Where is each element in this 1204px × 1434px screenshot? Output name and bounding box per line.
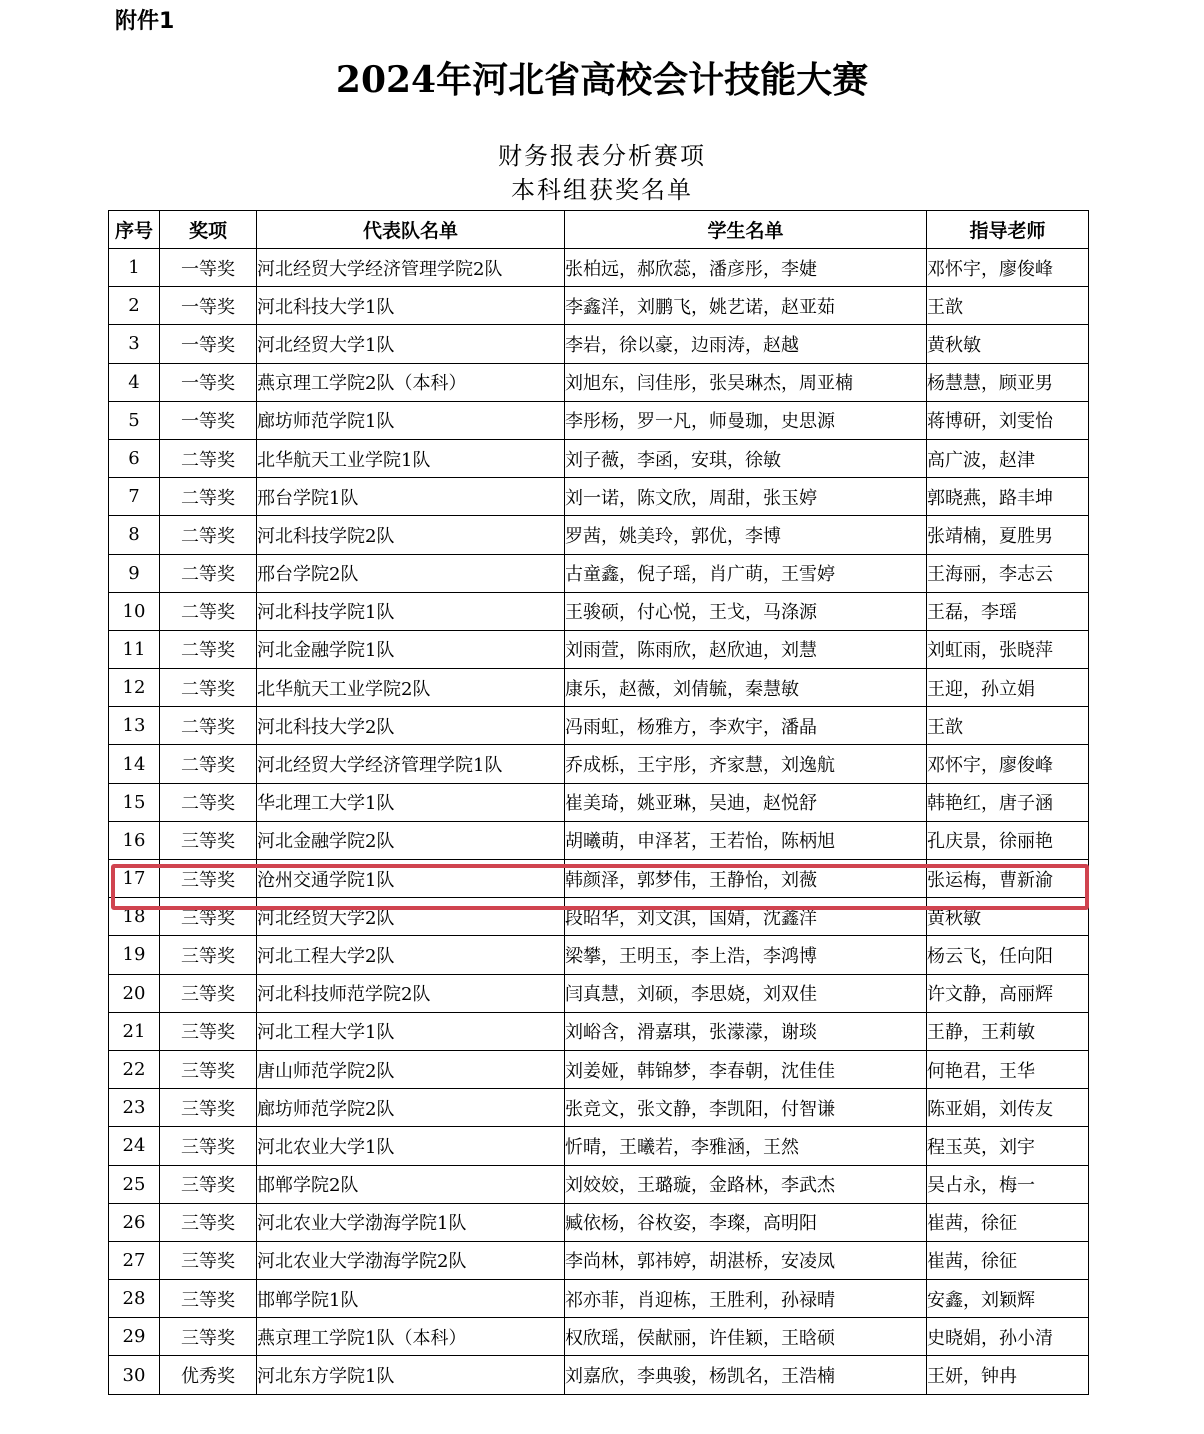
table-row xyxy=(109,745,1089,783)
cell-award: 三等奖 xyxy=(160,1165,257,1203)
table-row xyxy=(109,860,1089,898)
table-row xyxy=(109,936,1089,974)
table-row xyxy=(109,592,1089,630)
cell-team: 廊坊师范学院2队 xyxy=(257,1089,565,1127)
cell-team: 河北经贸大学1队 xyxy=(257,325,565,363)
cell-seq: 11 xyxy=(109,630,160,668)
cell-team: 河北东方学院1队 xyxy=(257,1356,565,1394)
table-row xyxy=(109,898,1089,936)
cell-teachers: 王海丽，李志云 xyxy=(927,554,1089,592)
header-award: 奖项 xyxy=(160,211,257,249)
cell-award: 三等奖 xyxy=(160,1012,257,1050)
cell-seq: 24 xyxy=(109,1127,160,1165)
cell-team: 河北科技大学1队 xyxy=(257,287,565,325)
cell-teachers: 孔庆景，徐丽艳 xyxy=(927,821,1089,859)
cell-team: 燕京理工学院2队（本科） xyxy=(257,363,565,401)
table-row xyxy=(109,821,1089,859)
cell-award: 二等奖 xyxy=(160,707,257,745)
table-row xyxy=(109,1127,1089,1165)
cell-students: 祁亦菲，肖迎栋，王胜利，孙禄晴 xyxy=(565,1280,927,1318)
cell-seq: 2 xyxy=(109,287,160,325)
table-row xyxy=(109,1241,1089,1279)
cell-award: 二等奖 xyxy=(160,554,257,592)
cell-teachers: 王歆 xyxy=(927,287,1089,325)
header-team: 代表队名单 xyxy=(257,211,565,249)
cell-students: 胡曦萌，申泽茗，王若怡，陈柄旭 xyxy=(565,821,927,859)
header-teachers: 指导老师 xyxy=(927,211,1089,249)
cell-award: 二等奖 xyxy=(160,439,257,477)
cell-teachers: 安鑫，刘颖辉 xyxy=(927,1280,1089,1318)
cell-team: 沧州交通学院1队 xyxy=(257,860,565,898)
cell-teachers: 杨慧慧，顾亚男 xyxy=(927,363,1089,401)
cell-students: 刘雨萱，陈雨欣，赵欣迪，刘慧 xyxy=(565,630,927,668)
cell-seq: 13 xyxy=(109,707,160,745)
cell-seq: 19 xyxy=(109,936,160,974)
cell-team: 河北农业大学1队 xyxy=(257,1127,565,1165)
cell-seq: 14 xyxy=(109,745,160,783)
cell-teachers: 王静，王莉敏 xyxy=(927,1012,1089,1050)
cell-students: 李尚林，郭祎婷，胡湛桥，安凌凤 xyxy=(565,1241,927,1279)
cell-students: 段昭华，刘文淇，国婧，沈鑫洋 xyxy=(565,898,927,936)
cell-teachers: 张靖楠，夏胜男 xyxy=(927,516,1089,554)
table-header-row xyxy=(109,211,1089,249)
cell-students: 张柏远，郝欣蕊，潘彦彤，李婕 xyxy=(565,249,927,287)
cell-team: 河北科技学院1队 xyxy=(257,592,565,630)
document-title: 2024年河北省高校会计技能大赛 xyxy=(335,59,869,101)
cell-seq: 6 xyxy=(109,439,160,477)
cell-award: 三等奖 xyxy=(160,898,257,936)
cell-teachers: 刘虹雨，张晓萍 xyxy=(927,630,1089,668)
cell-students: 刘旭东，闫佳彤，张吴琳杰，周亚楠 xyxy=(565,363,927,401)
cell-seq: 8 xyxy=(109,516,160,554)
cell-students: 李鑫洋，刘鹏飞，姚艺诺，赵亚茹 xyxy=(565,287,927,325)
table-row xyxy=(109,401,1089,439)
table-row xyxy=(109,1356,1089,1394)
table-row xyxy=(109,630,1089,668)
table-row xyxy=(109,669,1089,707)
cell-team: 河北经贸大学经济管理学院1队 xyxy=(257,745,565,783)
cell-seq: 12 xyxy=(109,669,160,707)
cell-seq: 3 xyxy=(109,325,160,363)
cell-team: 河北金融学院1队 xyxy=(257,630,565,668)
table-row xyxy=(109,287,1089,325)
header-students: 学生名单 xyxy=(565,211,927,249)
table-row xyxy=(109,1280,1089,1318)
cell-seq: 29 xyxy=(109,1318,160,1356)
cell-award: 二等奖 xyxy=(160,745,257,783)
cell-teachers: 黄秋敏 xyxy=(927,898,1089,936)
table-row xyxy=(109,707,1089,745)
cell-award: 三等奖 xyxy=(160,1050,257,1088)
cell-award: 一等奖 xyxy=(160,363,257,401)
cell-teachers: 程玉英，刘宇 xyxy=(927,1127,1089,1165)
table-row xyxy=(109,1089,1089,1127)
table-row xyxy=(109,1318,1089,1356)
cell-seq: 4 xyxy=(109,363,160,401)
cell-award: 一等奖 xyxy=(160,325,257,363)
table-row xyxy=(109,363,1089,401)
cell-team: 河北经贸大学经济管理学院2队 xyxy=(257,249,565,287)
cell-teachers: 陈亚娟，刘传友 xyxy=(927,1089,1089,1127)
cell-seq: 10 xyxy=(109,592,160,630)
cell-teachers: 黄秋敏 xyxy=(927,325,1089,363)
cell-team: 河北科技师范学院2队 xyxy=(257,974,565,1012)
cell-teachers: 郭晓燕，路丰坤 xyxy=(927,478,1089,516)
cell-team: 华北理工大学1队 xyxy=(257,783,565,821)
cell-students: 梁攀，王明玉，李上浩，李鸿博 xyxy=(565,936,927,974)
cell-students: 刘姣姣，王璐璇，金路林，李武杰 xyxy=(565,1165,927,1203)
document-subtitle-group: 本科组获奖名单 xyxy=(511,176,693,204)
cell-team: 河北科技学院2队 xyxy=(257,516,565,554)
cell-teachers: 王妍，钟冉 xyxy=(927,1356,1089,1394)
cell-seq: 5 xyxy=(109,401,160,439)
cell-teachers: 崔茜，徐征 xyxy=(927,1203,1089,1241)
cell-team: 河北农业大学渤海学院2队 xyxy=(257,1241,565,1279)
cell-teachers: 邓怀宇，廖俊峰 xyxy=(927,745,1089,783)
table-row xyxy=(109,783,1089,821)
awards-table xyxy=(108,210,1089,1395)
cell-award: 三等奖 xyxy=(160,1318,257,1356)
table-row xyxy=(109,516,1089,554)
cell-students: 刘姜娅，韩锦梦，李春朝，沈佳佳 xyxy=(565,1050,927,1088)
cell-award: 一等奖 xyxy=(160,287,257,325)
cell-award: 三等奖 xyxy=(160,936,257,974)
cell-teachers: 王歆 xyxy=(927,707,1089,745)
cell-students: 刘一诺，陈文欣，周甜，张玉婷 xyxy=(565,478,927,516)
cell-team: 邢台学院1队 xyxy=(257,478,565,516)
cell-award: 一等奖 xyxy=(160,401,257,439)
cell-teachers: 杨云飞，任向阳 xyxy=(927,936,1089,974)
cell-award: 三等奖 xyxy=(160,974,257,1012)
cell-award: 二等奖 xyxy=(160,516,257,554)
cell-students: 韩颜泽，郭梦伟，王静怡，刘薇 xyxy=(565,860,927,898)
cell-teachers: 许文静，高丽辉 xyxy=(927,974,1089,1012)
cell-students: 臧依杨，谷枚姿，李璨，高明阳 xyxy=(565,1203,927,1241)
cell-seq: 26 xyxy=(109,1203,160,1241)
header-seq: 序号 xyxy=(109,211,160,249)
cell-students: 刘嘉欣，李典骏，杨凯名，王浩楠 xyxy=(565,1356,927,1394)
cell-award: 三等奖 xyxy=(160,1127,257,1165)
cell-award: 三等奖 xyxy=(160,1280,257,1318)
cell-seq: 27 xyxy=(109,1241,160,1279)
cell-team: 河北工程大学1队 xyxy=(257,1012,565,1050)
cell-students: 古童鑫，倪子瑶，肖广萌，王雪婷 xyxy=(565,554,927,592)
document-subtitle-event: 财务报表分析赛项 xyxy=(498,142,706,170)
cell-award: 二等奖 xyxy=(160,630,257,668)
cell-seq: 18 xyxy=(109,898,160,936)
cell-award: 三等奖 xyxy=(160,1203,257,1241)
cell-seq: 22 xyxy=(109,1050,160,1088)
cell-students: 闫真慧，刘硕，李思娆，刘双佳 xyxy=(565,974,927,1012)
table-row xyxy=(109,325,1089,363)
cell-students: 康乐，赵薇，刘倩毓，秦慧敏 xyxy=(565,669,927,707)
cell-teachers: 韩艳红，唐子涵 xyxy=(927,783,1089,821)
cell-seq: 17 xyxy=(109,860,160,898)
table-body xyxy=(109,249,1089,1395)
cell-students: 权欣瑶，侯献丽，许佳颖，王晗硕 xyxy=(565,1318,927,1356)
cell-teachers: 王迎，孙立娟 xyxy=(927,669,1089,707)
cell-students: 罗茜，姚美玲，郭优，李博 xyxy=(565,516,927,554)
table-row xyxy=(109,1050,1089,1088)
cell-award: 一等奖 xyxy=(160,249,257,287)
cell-students: 李岩，徐以豪，边雨涛，赵越 xyxy=(565,325,927,363)
cell-seq: 15 xyxy=(109,783,160,821)
cell-teachers: 蒋博研，刘雯怡 xyxy=(927,401,1089,439)
table-row xyxy=(109,974,1089,1012)
cell-seq: 16 xyxy=(109,821,160,859)
cell-team: 邢台学院2队 xyxy=(257,554,565,592)
cell-teachers: 王磊，李瑶 xyxy=(927,592,1089,630)
cell-team: 燕京理工学院1队（本科） xyxy=(257,1318,565,1356)
cell-teachers: 高广波，赵津 xyxy=(927,439,1089,477)
cell-students: 张竞文，张文静，李凯阳，付智谦 xyxy=(565,1089,927,1127)
cell-students: 乔成栎，王宇彤，齐家慧，刘逸航 xyxy=(565,745,927,783)
cell-team: 河北经贸大学2队 xyxy=(257,898,565,936)
cell-seq: 30 xyxy=(109,1356,160,1394)
cell-team: 唐山师范学院2队 xyxy=(257,1050,565,1088)
cell-team: 河北工程大学2队 xyxy=(257,936,565,974)
cell-seq: 9 xyxy=(109,554,160,592)
cell-seq: 25 xyxy=(109,1165,160,1203)
cell-award: 三等奖 xyxy=(160,1241,257,1279)
table-row xyxy=(109,1203,1089,1241)
cell-team: 河北科技大学2队 xyxy=(257,707,565,745)
cell-award: 二等奖 xyxy=(160,478,257,516)
table-row xyxy=(109,478,1089,516)
table-row xyxy=(109,554,1089,592)
cell-award: 三等奖 xyxy=(160,821,257,859)
cell-award: 三等奖 xyxy=(160,860,257,898)
cell-teachers: 崔茜，徐征 xyxy=(927,1241,1089,1279)
cell-team: 邯郸学院2队 xyxy=(257,1165,565,1203)
cell-award: 二等奖 xyxy=(160,669,257,707)
cell-teachers: 吴占永，梅一 xyxy=(927,1165,1089,1203)
cell-students: 冯雨虹，杨雅方，李欢宇，潘晶 xyxy=(565,707,927,745)
attachment-label: 附件1 xyxy=(115,9,175,34)
cell-award: 优秀奖 xyxy=(160,1356,257,1394)
cell-award: 三等奖 xyxy=(160,1089,257,1127)
cell-team: 北华航天工业学院1队 xyxy=(257,439,565,477)
table-row xyxy=(109,249,1089,287)
cell-team: 邯郸学院1队 xyxy=(257,1280,565,1318)
cell-students: 李彤杨，罗一凡，师曼珈，史思源 xyxy=(565,401,927,439)
cell-seq: 21 xyxy=(109,1012,160,1050)
cell-teachers: 张运梅，曹新渝 xyxy=(927,860,1089,898)
cell-team: 河北金融学院2队 xyxy=(257,821,565,859)
cell-award: 二等奖 xyxy=(160,592,257,630)
cell-teachers: 何艳君，王华 xyxy=(927,1050,1089,1088)
cell-award: 二等奖 xyxy=(160,783,257,821)
cell-teachers: 史晓娟，孙小清 xyxy=(927,1318,1089,1356)
cell-students: 崔美琦，姚亚琳，吴迪，赵悦舒 xyxy=(565,783,927,821)
cell-students: 刘峪含，滑嘉琪，张濛濛，谢琰 xyxy=(565,1012,927,1050)
cell-teachers: 邓怀宇，廖俊峰 xyxy=(927,249,1089,287)
cell-students: 王骏硕，付心悦，王戈，马涤源 xyxy=(565,592,927,630)
cell-team: 河北农业大学渤海学院1队 xyxy=(257,1203,565,1241)
cell-seq: 20 xyxy=(109,974,160,1012)
cell-seq: 7 xyxy=(109,478,160,516)
cell-students: 忻晴，王曦若，李雅涵，王然 xyxy=(565,1127,927,1165)
cell-students: 刘子薇，李函，安琪，徐敏 xyxy=(565,439,927,477)
cell-seq: 28 xyxy=(109,1280,160,1318)
table-row xyxy=(109,1165,1089,1203)
table-row xyxy=(109,439,1089,477)
cell-seq: 1 xyxy=(109,249,160,287)
cell-seq: 23 xyxy=(109,1089,160,1127)
cell-team: 北华航天工业学院2队 xyxy=(257,669,565,707)
cell-team: 廊坊师范学院1队 xyxy=(257,401,565,439)
table-row xyxy=(109,1012,1089,1050)
